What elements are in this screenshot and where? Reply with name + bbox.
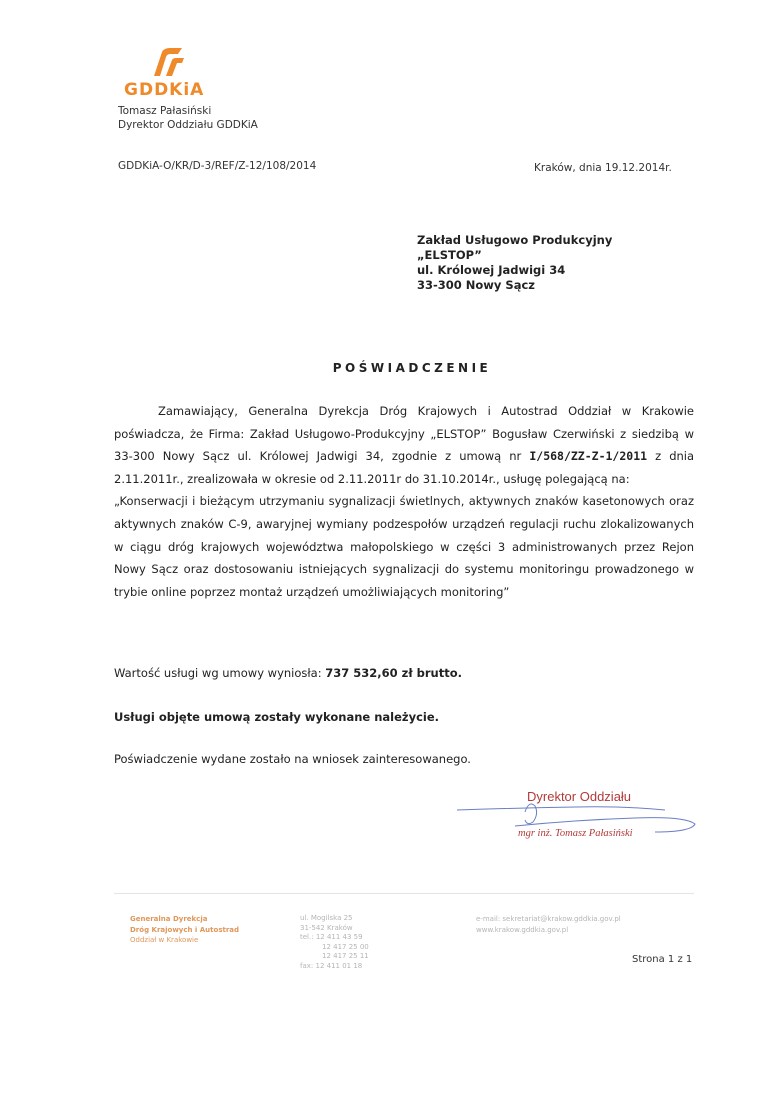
footer-www: www.krakow.gddkia.gov.pl — [476, 925, 569, 934]
footer-divider — [114, 893, 694, 894]
footer-fax-row — [300, 962, 369, 972]
contract-number: I/568/ZZ-Z-1/2011 — [529, 449, 648, 464]
footer-tel-row — [300, 933, 369, 943]
value-label: Wartość usługi wg umowy wyniosła: — [114, 666, 322, 680]
value-amount: 737 532,60 zł brutto. — [325, 666, 462, 680]
footer-tel-2: 12 417 25 00 — [322, 942, 369, 951]
footer-tel-3: 12 417 25 11 — [322, 952, 369, 961]
recipient-line-3: ul. Królowej Jadwigi 34 — [417, 263, 566, 277]
contract-value-line — [114, 666, 462, 680]
document-body — [114, 400, 694, 603]
footer-street: ul. Mogilska 25 — [300, 914, 353, 922]
recipient-line-2: „ELSTOP” — [417, 248, 482, 262]
footer-organization — [130, 914, 239, 946]
body-paragraph-1 — [114, 400, 694, 490]
recipient-line-1: Zakład Usługowo Produkcyjny — [417, 233, 613, 247]
recipient-address — [417, 233, 612, 293]
footer-address — [300, 914, 369, 972]
date-line: Kraków, dnia 19.12.2014r. — [534, 162, 672, 174]
footer-city: 31-542 Kraków — [300, 923, 353, 932]
footer-org-line-3: Oddział w Krakowie — [130, 936, 199, 944]
signature-name: mgr inż. Tomasz Pałasiński — [518, 828, 633, 839]
completion-statement: Usługi objęte umową zostały wykonane należycie. — [114, 710, 440, 724]
footer-tel-1: 12 411 43 59 — [315, 933, 363, 942]
gddkia-logo — [118, 46, 228, 102]
recipient-line-4: 33-300 Nowy Sącz — [417, 278, 535, 292]
body-paragraph-2: „Konserwacji i bieżącym utrzymaniu sygnalizacji świetlnych, aktywnych znaków kasetonowych oraz aktywnych znaków C-9, awaryjnej wymiany podzespołów urządzeń regulacji ruchu zlokalizowanych w ciągu dróg krajowych województwa małopolskiego w części 3 administrowanych przez Rejon Nowy Sącz oraz dostosowaniu istniejących sygnalizacji do systemu monitoringu prowadzonego w trybie online poprzez montaż urządzeń umożliwiających monitoring” — [114, 494, 694, 599]
gddkia-logo-mark-icon — [148, 46, 188, 78]
body-text-a: Zamawiający, Generalna Dyrekcja Dróg Krajowych i Autostrad Oddział w Krakowie poświadcza, że Firma: Zakład Usługowo-Produkcyjny „ELSTOP” Bogusław Czerwiński z siedzibą w 33-300 Nowy Sącz ul. Królowej Jadwigi 34, zgodnie z umową nr — [114, 404, 694, 464]
footer-fax: 12 411 01 18 — [315, 961, 363, 970]
page-number: Strona 1 z 1 — [632, 954, 693, 965]
footer-contact — [476, 914, 621, 935]
footer-tel-label: tel.: — [300, 933, 314, 942]
reference-number: GDDKiA-O/KR/D-3/REF/Z-12/108/2014 — [118, 160, 317, 172]
footer-fax-label: fax: — [300, 961, 314, 970]
sender-block — [118, 104, 258, 132]
body-text-b: z dnia 2.11.2011r., zrealizowała w okresie od 2.11.2011r do 31.10.2014r., usługę polegającą na: — [114, 449, 695, 486]
document-title: POŚWIADCZENIE — [332, 361, 492, 375]
footer-org-line-1: Generalna Dyrekcja — [130, 915, 208, 923]
footer-org-line-2: Dróg Krajowych i Autostrad — [130, 925, 240, 934]
sender-name: Tomasz Pałasiński — [118, 105, 212, 117]
footer-email: e-mail: sekretariat@krakow.gddkia.gov.pl — [476, 915, 621, 923]
signature-title: Dyrektor Oddziału — [527, 789, 632, 804]
logo-text: GDDKiA — [124, 80, 205, 100]
sender-title: Dyrektor Oddziału GDDKiA — [118, 119, 258, 131]
issued-statement: Poświadczenie wydane zostało na wniosek zainteresowanego. — [114, 752, 471, 766]
